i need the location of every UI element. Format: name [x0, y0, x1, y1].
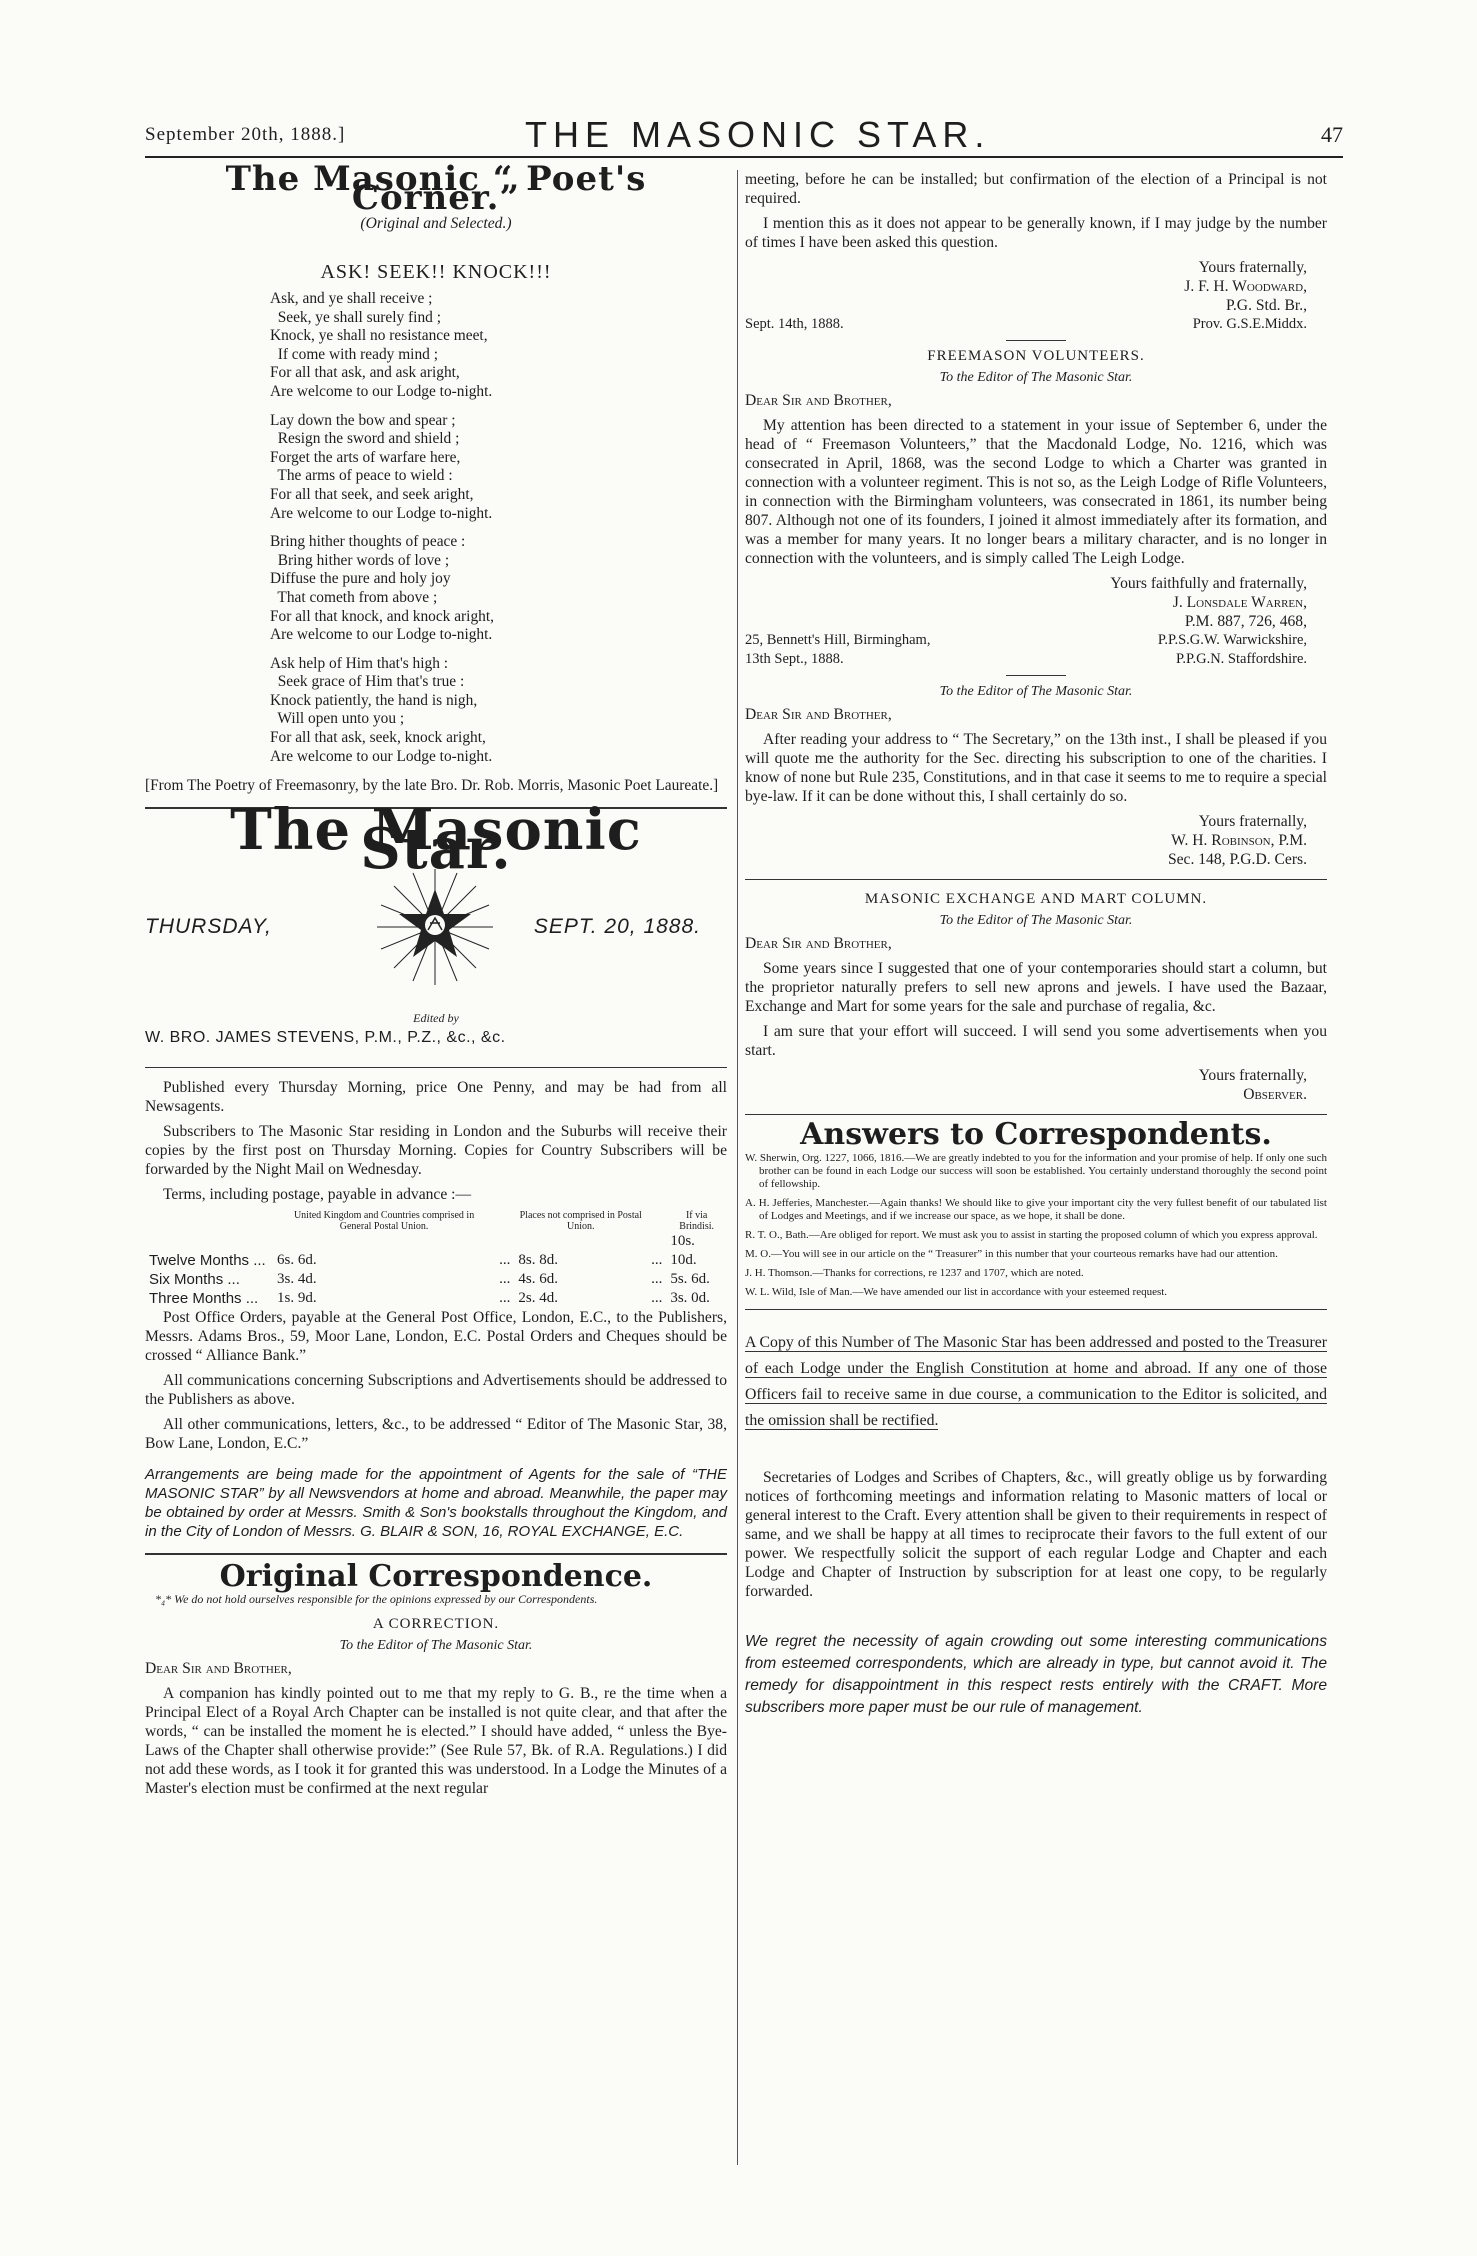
poem-line: For all that knock, and knock aright,	[270, 607, 494, 625]
terms-intro: Terms, including postage, payable in advance :—	[163, 1186, 472, 1204]
section-divider	[145, 1067, 727, 1068]
letter-footer	[745, 650, 1327, 669]
letter-closing: Yours fraternally,	[1198, 813, 1307, 830]
letter-address: 25, Bennett's Hill, Birmingham,	[745, 632, 931, 648]
letter-signature-title: P.G. Std. Br.,	[1225, 297, 1307, 314]
editor-name: W. BRO. JAMES STEVENS, P.M., P.Z., &c., &c.	[145, 1029, 506, 1047]
letter-body: I mention this as it does not appear to be generally known, if I may judge by the number of times I have been asked this question.	[745, 215, 1327, 251]
dateline-date: SEPT. 20, 1888.	[533, 915, 701, 939]
letter-body: My attention has been directed to a statement in your issue of September 6, under the head of “ Freemason Volunteers,” that the Macdonald Lodge, No. 1216, which was consecrated in April, 1868, was the second Lodge to which a Charter was granted in connection with a volunteer regiment. This is not so, as the Leigh Lodge of Rifle Volunteers, in connection with the Birmingham volunteers, was consecrated in 1861, its number being 807. Although not one of its founders, I joined it almost immediately after its formation, and was a member for many years. It no longer bears a military character, and is no longer in connection with the volunteers, and is simply called The Leigh Lodge.	[745, 417, 1327, 567]
letter-signature-title: P.P.S.G.W. Warwickshire,	[1157, 632, 1307, 648]
poem-line: For all that ask, seek, knock aright,	[270, 729, 486, 747]
letter-footer	[745, 315, 1327, 334]
letter-date: 13th Sept., 1888.	[745, 651, 844, 667]
answer-item: W. Sherwin, Org. 1227, 1066, 1816.—We are greatly indebted to you for the information and your promise of help. If only one such brother can be found in each Lodge our success will soon be established. You certainly understand thoroughly the second point of fellowship.	[745, 1152, 1327, 1190]
answer-item: R. T. O., Bath.—Are obliged for report. We must ask you to assist in starting the proposed column of which you express approval.	[745, 1229, 1318, 1241]
letter-salutation: Dear Sir and Brother,	[745, 706, 892, 723]
poem-stanza	[270, 290, 727, 402]
publishing-paragraph: Published every Thursday Morning, price One Penny, and may be had from all Newsagents.	[145, 1079, 727, 1116]
terms-cell: 3s. 0d.	[670, 1290, 710, 1307]
poem-line: Are welcome to our Lodge to-night.	[270, 747, 493, 765]
letter-heading: MASONIC EXCHANGE AND MART COLUMN.	[864, 891, 1208, 907]
copy-notice-text: A Copy of this Number of The Masonic Star has been addressed and posted to the Treasurer of each Lodge under the English Constitution at home and abroad. If any one of those Officers fail to receive same in due course, a communication to the Editor is solicited, and the omission shall be rectified.	[745, 1334, 1327, 1429]
terms-cell: 5s. 6d.	[670, 1271, 710, 1288]
letter-body: Some years since I suggested that one of your contemporaries should start a column, but the proprietor naturally prefers to sell new aprons and jewels. I have used the Bazaar, Exchange and Mart for some years for the sale and purchase of regalia, &c.	[745, 960, 1327, 1015]
poem-line: Seek grace of Him that's true :	[270, 673, 465, 691]
letter-salutation: Dear Sir and Brother,	[745, 392, 892, 409]
section-divider	[745, 1114, 1327, 1115]
left-column	[145, 159, 727, 1804]
poem-line: Are welcome to our Lodge to-night.	[270, 382, 493, 400]
letter-heading: FREEMASON VOLUNTEERS.	[927, 348, 1145, 364]
letter-body: meeting, before he can be installed; but confirmation of the election of a Principal is not required.	[745, 171, 1327, 207]
agents-notice: Arrangements are being made for the appointment of Agents for the sale of “THE MASONIC STAR” by all Newsvendors at home and abroad. Meanwhile, the paper may be obtained by order at Messrs. Smith & Son's bookstalls throughout the Kingdom, and in the City of London of Messrs. G. BLAIR & SON, 16, ROYAL EXCHANGE, E.C.	[145, 1466, 727, 1541]
regret-notice: We regret the necessity of again crowding out some interesting communications from esteemed correspondents, which are already in type, but cannot avoid it. The remedy for disappointment in this respect rests entirely with the CRAFT. More subscribers more paper must be our rule of management.	[745, 1633, 1327, 1716]
terms-cell: 8s. 8d.	[518, 1252, 558, 1269]
answer-item: J. H. Thomson.—Thanks for corrections, re 1237 and 1707, which are noted.	[745, 1267, 1084, 1279]
publishing-paragraph: All other communications, letters, &c., to be addressed “ Editor of The Masonic Star, 38, Bow Lane, London, E.C.”	[145, 1416, 727, 1453]
letter-body: A companion has kindly pointed out to me that my reply to G. B., re the time when a Principal Elect of a Royal Arch Chapter can be installed is not quite clear, and that after the words, “ can be installed the moment he is elected.” I should have added, “ unless the Bye-Laws of the Chapter shall otherwise provide:” (See Rule 57, Bk. of R.A. Regulations.) I did not add these words, as I took it for granted this was understood. In a Lodge the Minutes of a Master's election must be confirmed at the next regular	[145, 1685, 727, 1798]
poem-line: Lay down the bow and spear ;	[270, 411, 456, 429]
letter-addressee: To the Editor of The Masonic Star.	[939, 370, 1133, 385]
terms-cell: 4s. 6d.	[518, 1271, 558, 1288]
poem-line: Bring hither thoughts of peace :	[270, 533, 466, 551]
letter-signature-title: P.M. 887, 726, 468,	[1184, 613, 1307, 630]
letter-body: After reading your address to “ The Secretary,” on the 13th inst., I shall be pleased if you will quote me the authority for the Sec. directing his subscription to one of the charities. I know of none but Rule 235, Constitutions, and in that case it seems to me to require a special bye-law. If it can be done without this, I shall certainly do so.	[745, 731, 1327, 805]
poem-stanza	[270, 412, 727, 524]
column-divider	[737, 170, 738, 2165]
terms-header: If via Brindisi.	[679, 1210, 715, 1233]
letter-addressee: To the Editor of The Masonic Star.	[939, 684, 1133, 699]
letter-addressee: To the Editor of The Masonic Star.	[939, 913, 1133, 928]
publishing-paragraph: Subscribers to The Masonic Star residing in London and the Suburbs will receive their copies by the first post on Thursday Morning. Copies for Country Subscribers will be forwarded by the Night Mail on Wednesday.	[145, 1123, 727, 1179]
letter-body: I am sure that your effort will succeed. I will send you some advertisements when you start.	[745, 1023, 1327, 1059]
section-divider	[745, 1309, 1327, 1310]
terms-header: Places not comprised in Postal Union.	[519, 1210, 642, 1233]
table-row: Twelve Months ... 6s. 6d. ... 8s. 8d. ... 10s. 10d.	[145, 1232, 727, 1270]
letter-footer	[745, 631, 1327, 650]
terms-table	[145, 1210, 727, 1308]
letter-salutation: Dear Sir and Brother,	[745, 935, 892, 952]
poem-line: For all that seek, and seek aright,	[270, 485, 474, 503]
running-masthead: THE MASONIC STAR.	[525, 114, 991, 155]
answer-item: M. O.—You will see in our article on the “ Treasurer” in this number that your courteous remarks have had our attention.	[745, 1248, 1278, 1260]
letter-signature: J. F. H. Woodward,	[1184, 278, 1307, 295]
answer-item: A. H. Jefferies, Manchester.—Again thanks! We should like to give your important city the very fullest benefit of our tabulated list of Lodges and Meetings, and if we increase our space, as we hope, it shall be done.	[745, 1197, 1327, 1222]
letter-signature-title: Sec. 148, P.G.D. Cers.	[1167, 851, 1307, 868]
terms-label: Six Months ...	[149, 1271, 240, 1289]
terms-cell: 10s. 10d.	[670, 1233, 697, 1269]
terms-header: United Kingdom and Countries comprised in General Postal Union.	[293, 1210, 475, 1233]
section-divider	[145, 1553, 727, 1555]
divider	[1006, 675, 1066, 676]
star-emblem-icon	[375, 867, 495, 987]
poem-line: Resign the sword and shield ;	[270, 430, 460, 448]
poem-line: Ask help of Him that's high :	[270, 654, 449, 672]
original-correspondence-title: Original Correspondence.	[219, 1559, 653, 1595]
letter-signature: W. H. Robinson, P.M.	[1171, 832, 1307, 849]
poem-stanza	[270, 655, 727, 767]
dateline	[145, 867, 727, 1007]
letter-date: Sept. 14th, 1888.	[745, 316, 844, 332]
letter-closing: Yours fraternally,	[1198, 259, 1307, 276]
terms-cell: 3s. 4d.	[277, 1271, 317, 1288]
disclaimer-note: *₄* We do not hold ourselves responsible for the opinions expressed by our Correspondents.	[155, 1592, 598, 1607]
poem-line: The arms of peace to wield :	[270, 467, 453, 485]
terms-label: Three Months ...	[149, 1290, 259, 1308]
letter-signature-title: Prov. G.S.E.Middx.	[1192, 316, 1307, 332]
poets-corner-subtitle: (Original and Selected.)	[360, 215, 512, 232]
letter-signature: Observer.	[1243, 1086, 1307, 1103]
letter-heading: A CORRECTION.	[372, 1616, 500, 1633]
table-row: Three Months ... 1s. 9d. ... 2s. 4d. ... 3s. 0d.	[145, 1289, 727, 1308]
poem-line: Will open unto you ;	[270, 710, 405, 728]
poem-line: That cometh from above ;	[270, 588, 438, 606]
answer-item: W. L. Wild, Isle of Man.—We have amended our list in accordance with your esteemed request.	[745, 1286, 1168, 1298]
poem-line: If come with ready mind ;	[270, 345, 438, 363]
letter-salutation: Dear Sir and Brother,	[145, 1660, 292, 1678]
terms-cell: 2s. 4d.	[518, 1290, 558, 1307]
poem-line: Diffuse the pure and holy joy	[270, 570, 451, 588]
poem-line: Forget the arts of warfare here,	[270, 448, 461, 466]
terms-cell: 6s. 6d.	[277, 1252, 317, 1269]
section-divider	[745, 879, 1327, 880]
answers-title: Answers to Correspondents.	[800, 1117, 1272, 1152]
poem-line: Knock, ye shall no resistance meet,	[270, 327, 488, 345]
letter-signature: J. Lonsdale Warren,	[1172, 594, 1307, 611]
letter-addressee: To the Editor of The Masonic Star.	[339, 1638, 533, 1654]
poem-line: Knock patiently, the hand is nigh,	[270, 691, 478, 709]
poets-corner-title: The Masonic “ Poet's Corner.”	[225, 159, 647, 218]
publishing-paragraph: All communications concerning Subscriptions and Advertisements should be addressed to the Publishers as above.	[145, 1372, 727, 1409]
secretaries-notice: Secretaries of Lodges and Scribes of Chapters, &c., will greatly oblige us by forwarding notices of forthcoming meetings and information relating to Masonic matters of local or general interest to the Craft. Every attention shall be given to their requirements in respect of same, and we shall be happy at all times to reciprocate their favors to the full extent of our power. We respectfully solicit the support of each regular Lodge and Chapter and each Lodge and Chapter of Instruction by subscription for at least one copy, to be regularly forwarded.	[745, 1469, 1327, 1600]
poem-line: Bring hither words of love ;	[270, 551, 450, 569]
divider	[1006, 340, 1066, 341]
letter-signature-title: P.P.G.N. Staffordshire.	[1175, 651, 1307, 667]
poem-line: Seek, ye shall surely find ;	[270, 308, 441, 326]
poem-line: For all that ask, and ask aright,	[270, 364, 460, 382]
terms-cell: 1s. 9d.	[277, 1290, 317, 1307]
right-column	[745, 170, 1327, 1719]
issue-date: September 20th, 1888.]	[145, 124, 346, 145]
letter-closing: Yours faithfully and fraternally,	[1110, 575, 1307, 592]
copy-notice	[745, 1330, 1327, 1434]
poem-line: Are welcome to our Lodge to-night.	[270, 504, 493, 522]
poem-source: [From The Poetry of Freemasonry, by the late Bro. Dr. Rob. Morris, Masonic Poet Laureate.]	[145, 777, 719, 795]
poem-stanza	[270, 533, 727, 645]
page-number: 47	[1321, 122, 1343, 147]
poem-line: Ask, and ye shall receive ;	[270, 290, 433, 307]
dateline-day: THURSDAY,	[145, 915, 272, 939]
poem	[270, 290, 727, 766]
terms-label: Twelve Months ...	[149, 1252, 266, 1270]
poem-title: ASK! SEEK!! KNOCK!!!	[320, 261, 552, 283]
table-row: Six Months ... 3s. 4d. ... 4s. 6d. ... 5s. 6d.	[145, 1270, 727, 1289]
poem-line: Are welcome to our Lodge to-night.	[270, 626, 493, 644]
publishing-paragraph: Post Office Orders, payable at the General Post Office, London, E.C., to the Publishers, Messrs. Adams Bros., 59, Moor Lane, London, E.C. Postal Orders and Cheques should be crossed “ Alliance Bank.”	[145, 1309, 727, 1365]
page-header	[145, 112, 1343, 158]
masthead-title: The Masonic Star.	[230, 797, 642, 883]
edited-by: Edited by	[413, 1011, 459, 1026]
letter-closing: Yours fraternally,	[1198, 1067, 1307, 1084]
